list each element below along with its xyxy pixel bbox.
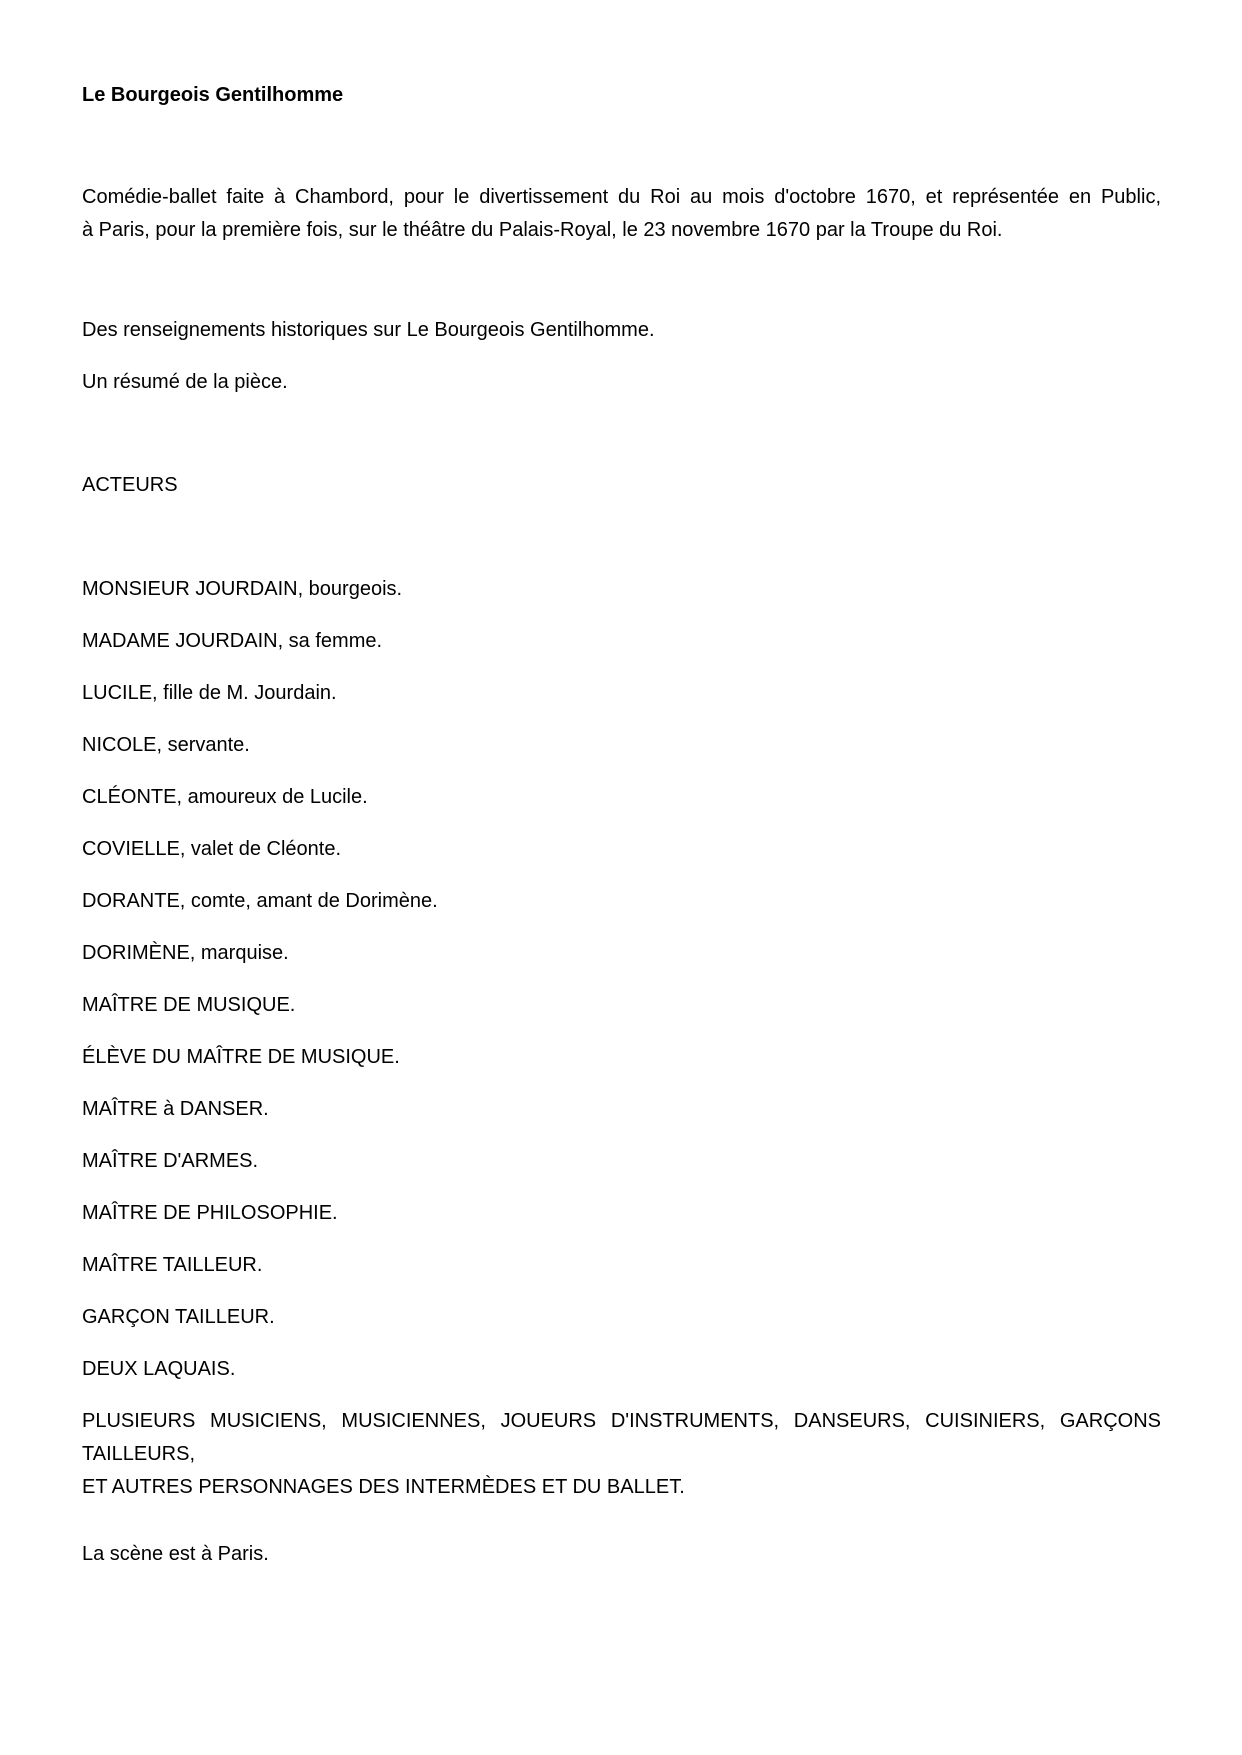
extras-line-2: ET AUTRES PERSONNAGES DES INTERMÈDES ET DU BALLET. — [82, 1476, 685, 1498]
actor-item: MAÎTRE D'ARMES. — [82, 1150, 259, 1172]
extras-paragraph — [82, 1405, 1161, 1504]
actor-item: MADAME JOURDAIN, sa femme. — [82, 630, 383, 652]
actor-item: LUCILE, fille de M. Jourdain. — [82, 682, 337, 704]
setting-line: La scène est à Paris. — [82, 1543, 269, 1565]
extras-line-1: PLUSIEURS MUSICIENS, MUSICIENNES, JOUEURS D'INSTRUMENTS, DANSEURS, CUISINIERS, GARÇONS TAILLEURS, — [82, 1410, 1161, 1465]
actor-item: MAÎTRE DE MUSIQUE. — [82, 994, 296, 1016]
actor-item: DEUX LAQUAIS. — [82, 1358, 236, 1380]
historical-info-link[interactable]: Des renseignements historiques sur Le Bourgeois Gentilhomme. — [82, 319, 655, 341]
summary-link[interactable]: Un résumé de la pièce. — [82, 371, 288, 393]
actor-item: DORIMÈNE, marquise. — [82, 942, 289, 964]
actor-item: MAÎTRE TAILLEUR. — [82, 1254, 263, 1276]
actor-item: ÉLÈVE DU MAÎTRE DE MUSIQUE. — [82, 1046, 400, 1068]
actor-item: GARÇON TAILLEUR. — [82, 1306, 275, 1328]
actor-item: MONSIEUR JOURDAIN, bourgeois. — [82, 578, 403, 600]
actor-item: MAÎTRE à DANSER. — [82, 1098, 269, 1120]
intro-line-1: Comédie-ballet faite à Chambord, pour le divertissement du Roi au mois d'octobre 1670, et représentée en Public, — [82, 186, 1161, 208]
intro-line-2: à Paris, pour la première fois, sur le théâtre du Palais-Royal, le 23 novembre 1670 par la Troupe du Roi. — [82, 219, 1003, 241]
document-title: Le Bourgeois Gentilhomme — [82, 84, 344, 106]
intro-paragraph — [82, 181, 1161, 247]
actor-item: DORANTE, comte, amant de Dorimène. — [82, 890, 438, 912]
actor-item: MAÎTRE DE PHILOSOPHIE. — [82, 1202, 338, 1224]
actor-item: COVIELLE, valet de Cléonte. — [82, 838, 342, 860]
actors-heading: ACTEURS — [82, 474, 178, 496]
actor-item: NICOLE, servante. — [82, 734, 250, 756]
actor-item: CLÉONTE, amoureux de Lucile. — [82, 786, 368, 808]
